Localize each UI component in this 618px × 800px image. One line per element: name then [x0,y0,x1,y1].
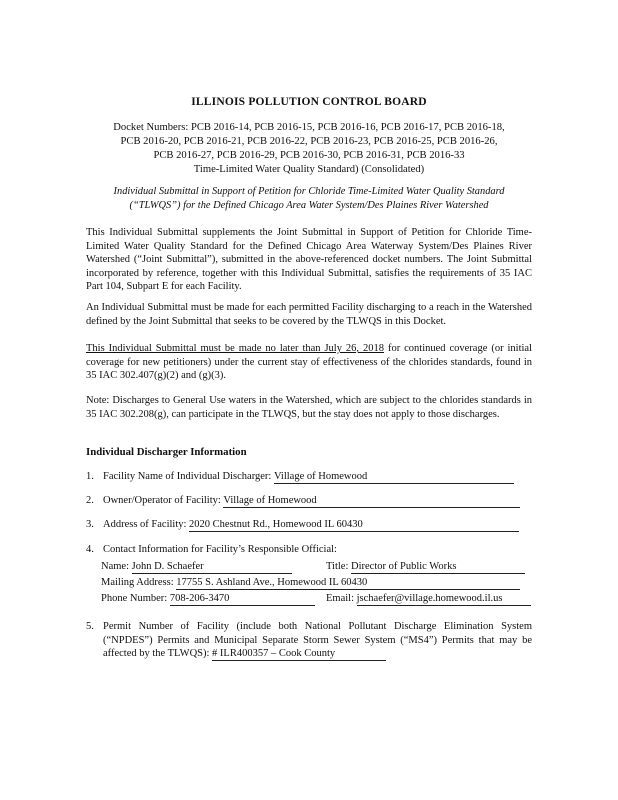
docket-line-4: Time-Limited Water Quality Standard) (Consolidated) [193,164,425,175]
item-number: 5. [86,621,94,632]
facility-name-field[interactable]: Village of Homewood [274,471,514,484]
contact-address-row [101,577,520,590]
board-title: ILLINOIS POLLUTION CONTROL BOARD [191,96,427,108]
contact-name-row [101,561,292,574]
paragraph-individual-submittal: An Individual Submittal must be made for each permitted Facility discharging to a reach in the Watershed defined by the Joint Submittal that seeks to be covered by the TLWQS in this Docket. [86,302,532,327]
address-label: Mailing Address: [101,577,177,588]
owner-operator-field[interactable]: Village of Homewood [223,495,520,508]
contact-title-field[interactable]: Director of Public Works [351,561,525,574]
docket-block [86,121,532,177]
submittal-subtitle [86,185,532,213]
deadline-rest: for continued coverage (or initial coverage for new petitioners) under the current stay of effectiveness of the chlorides standards, found in 35 IAC 302.407(g)(2) and (g)(3). [86,343,533,382]
item-label: Owner/Operator of Facility: [103,495,224,506]
paragraph-joint-submittal: This Individual Submittal supplements the Joint Submittal in Support of Petition for Chloride Time-Limited Water Quality Standard for the Defined Chicago Area Waterway System/Des Plaines River Watershed (“Joint Submittal”), submitted in the above-referenced docket numbers. The Joint Submittal incorporated by reference, together with this Individual Submittal, satisfies the requirements of 35 IAC Part 104, Subpart E for each Facility. [86,227,532,293]
item-label: Permit Number of Facility (include both National Pollutant Discharge Elimination System (“NPDES”) Permits and Municipal Separate Storm Sewer System (“MS4”) Permits that may be affected by the TLWQS): [103,621,532,660]
phone-number-field[interactable]: 708-206-3470 [170,593,315,606]
item-number: 3. [86,519,94,530]
deadline-underlined: This Individual Submittal must be made no later than July 26, 2018 [86,343,384,354]
permit-number-field[interactable]: # ILR400357 – Cook County [212,648,386,661]
item-number: 4. [86,544,94,555]
contact-block [101,561,532,611]
email-label: Email: [326,593,357,604]
item-label: Facility Name of Individual Discharger: [103,471,274,482]
list-item-permit-number [86,620,532,662]
item-number: 2. [86,495,94,506]
item-number: 1. [86,471,94,482]
contact-title-row [326,561,525,574]
docket-line-3: PCB 2016-27, PCB 2016-29, PCB 2016-30, PCB 2016-31, PCB 2016-33 [153,150,465,161]
name-label: Name: [101,561,132,572]
phone-label: Phone Number: [101,593,170,604]
contact-phone-row [101,593,315,606]
mailing-address-field[interactable]: 17755 S. Ashland Ave., Homewood IL 60430 [176,577,520,590]
item-label: Contact Information for Facility’s Responsible Official: [103,544,337,555]
subtitle-line-2: (“TLWQS”) for the Defined Chicago Area Water System/Des Plaines River Watershed [129,200,489,211]
contact-name-field[interactable]: John D. Schaefer [132,561,292,574]
facility-address-field[interactable]: 2020 Chestnut Rd., Homewood IL 60430 [189,519,519,532]
title-label: Title: [326,561,351,572]
section-heading: Individual Discharger Information [86,446,247,458]
docket-line-1: Docket Numbers: PCB 2016-14, PCB 2016-15, PCB 2016-16, PCB 2016-17, PCB 2016-18, [113,122,505,133]
item-label: Address of Facility: [103,519,190,530]
paragraph-deadline [86,342,532,383]
contact-email-row [326,593,531,606]
docket-line-2: PCB 2016-20, PCB 2016-21, PCB 2016-22, PCB 2016-23, PCB 2016-25, PCB 2016-26, [120,136,498,147]
subtitle-line-1: Individual Submittal in Support of Petition for Chloride Time-Limited Water Quality Standard [113,186,505,197]
paragraph-note: Note: Discharges to General Use waters in the Watershed, which are subject to the chlorides standards in 35 IAC 302.208(g), can participate in the TLWQS, but the stay does not apply to those discharges. [86,395,532,420]
email-field[interactable]: jschaefer@village.homewood.il.us [357,593,531,606]
